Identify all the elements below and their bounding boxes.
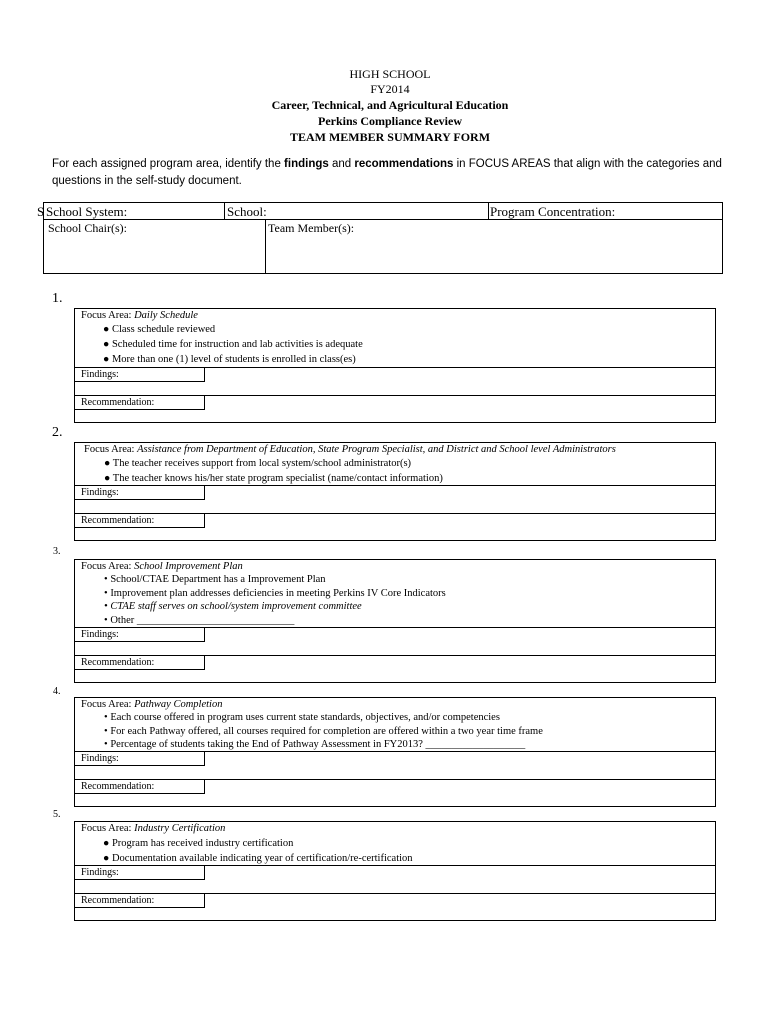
list-item: • School/CTAE Department has a Improvement Plan: [104, 574, 326, 585]
focus-area-name: School Improvement Plan: [134, 561, 243, 572]
list-item: ● The teacher receives support from local system/school administrator(s): [104, 458, 412, 469]
list-item: • CTAE staff serves on school/system improvement committee: [104, 601, 362, 612]
intro-part-2: and: [328, 158, 355, 170]
bullet-text: The teacher knows his/her state program specialist (name/contact information): [112, 473, 443, 484]
school-field[interactable]: School:: [227, 204, 267, 219]
findings-label-3: Findings:: [74, 627, 205, 642]
focus-area-title-3: [81, 560, 243, 574]
bullet-text: Each course offered in program uses current state standards, objectives, and/or competencies: [110, 712, 500, 723]
bullet-text: The teacher receives support from local system/school administrator(s): [112, 458, 412, 469]
info-col-divider-2: [488, 203, 489, 219]
section-number-1: 1.: [52, 291, 63, 306]
intro-part-3: in FOCUS AREAS that align with the categories and questions in the self-study document.: [52, 158, 722, 187]
focus-area-title-2: [84, 443, 616, 457]
focus-area-name: Assistance from Department of Education, State Program Specialist, and District and School level Administrators: [137, 444, 616, 455]
list-item: ● Program has received industry certification: [103, 838, 294, 849]
recommendation-label-3: Recommendation:: [74, 655, 205, 670]
bullet-text: Documentation available indicating year of certification/re-certification: [111, 853, 413, 864]
header-line-1: HIGH SCHOOL: [349, 67, 431, 81]
instructions-paragraph: [52, 156, 732, 190]
info-row-divider: [44, 219, 722, 220]
focus-area-label: Focus Area:: [81, 823, 135, 834]
focus-area-name: Daily Schedule: [134, 310, 198, 321]
list-item: ● More than one (1) level of students is enrolled in class(es): [103, 354, 356, 365]
section-number-2: 2.: [52, 425, 63, 440]
info-col-divider-3: [265, 219, 266, 273]
bullet-text: More than one (1) level of students is enrolled in class(es): [111, 354, 356, 365]
bullet-text: Scheduled time for instruction and lab activities is adequate: [111, 339, 363, 350]
findings-label-1: Findings:: [74, 367, 205, 382]
team-member-field[interactable]: Team Member(s):: [268, 221, 355, 235]
bullet-text: School/CTAE Department has a Improvement Plan: [110, 574, 326, 585]
program-concentration-field[interactable]: Program Concentration:: [490, 204, 616, 219]
intro-recommendations-word: recommendations: [354, 158, 454, 170]
intro-findings-word: findings: [284, 158, 329, 170]
focus-area-title-5: [81, 822, 225, 836]
focus-area-title-4: [81, 698, 222, 712]
school-chair-field[interactable]: School Chair(s):: [48, 221, 127, 235]
list-item: ● Documentation available indicating year of certification/re-certification: [103, 853, 413, 864]
header-line-2: FY2014: [370, 82, 410, 96]
info-col-divider-1: [224, 203, 225, 219]
list-item: • Other ______________________________: [104, 615, 295, 626]
list-item: • For each Pathway offered, all courses required for completion are offered within a two year time frame: [104, 726, 543, 737]
bullet-text: Class schedule reviewed: [111, 324, 216, 335]
findings-label-2: Findings:: [74, 485, 205, 500]
header-line-3: Career, Technical, and Agricultural Education: [271, 98, 509, 112]
recommendation-label-1: Recommendation:: [74, 395, 205, 410]
focus-area-label: Focus Area:: [81, 310, 135, 321]
list-item: ● Class schedule reviewed: [103, 324, 216, 335]
bullet-text: CTAE staff serves on school/system improvement committee: [110, 601, 362, 612]
list-item: • Each course offered in program uses current state standards, objectives, and/or competencies: [104, 712, 500, 723]
list-item: ● Scheduled time for instruction and lab activities is adequate: [103, 339, 363, 350]
findings-label-5: Findings:: [74, 865, 205, 880]
focus-area-label: Focus Area:: [81, 699, 135, 710]
bullet-text: For each Pathway offered, all courses required for completion are offered within a two year time frame: [110, 726, 543, 737]
focus-area-label: Focus Area:: [81, 561, 135, 572]
recommendation-label-2: Recommendation:: [74, 513, 205, 528]
recommendation-label-4: Recommendation:: [74, 779, 205, 794]
school-system-field[interactable]: School System:: [46, 204, 128, 219]
school-info-box: [43, 202, 723, 274]
header-line-4: Perkins Compliance Review: [318, 114, 462, 128]
header-line-5: TEAM MEMBER SUMMARY FORM: [289, 130, 491, 144]
recommendation-label-5: Recommendation:: [74, 893, 205, 908]
section-number-3: 3.: [53, 546, 61, 557]
bullet-text: Improvement plan addresses deficiencies in meeting Perkins IV Core Indicators: [110, 588, 446, 599]
bullet-text: Percentage of students taking the End of Pathway Assessment in FY2013? ___________________: [110, 739, 526, 750]
list-item: ● The teacher knows his/her state program specialist (name/contact information): [104, 473, 443, 484]
list-item: • Percentage of students taking the End of Pathway Assessment in FY2013? ___________________: [104, 739, 526, 750]
section-number-5: 5.: [53, 809, 61, 820]
focus-area-label: Focus Area:: [84, 444, 138, 455]
section-number-4: 4.: [53, 686, 61, 697]
findings-label-4: Findings:: [74, 751, 205, 766]
stray-character: S: [37, 204, 45, 219]
focus-area-title-1: [81, 309, 198, 323]
list-item: • Improvement plan addresses deficiencies in meeting Perkins IV Core Indicators: [104, 588, 446, 599]
focus-area-name: Pathway Completion: [134, 699, 223, 710]
bullet-text: Other ______________________________: [110, 615, 295, 626]
bullet-text: Program has received industry certification: [111, 838, 294, 849]
intro-part-1: For each assigned program area, identify the: [52, 158, 285, 170]
focus-area-name: Industry Certification: [134, 823, 226, 834]
